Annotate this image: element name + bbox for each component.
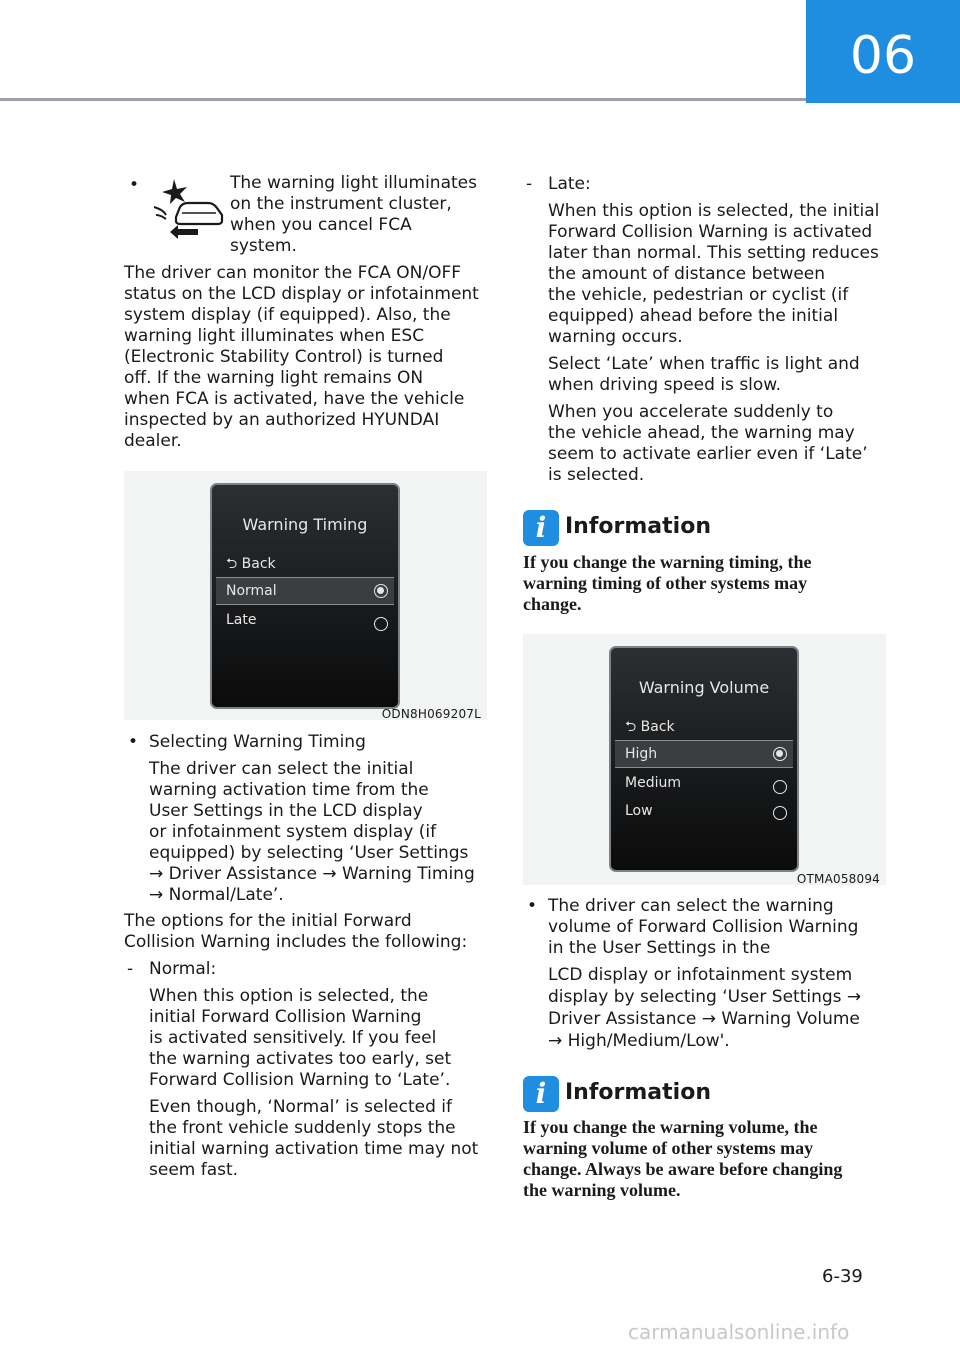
option-low[interactable]: Low [615,798,793,826]
info-icon: i [523,1076,559,1112]
back-arrow-icon: ⮌ [625,719,637,735]
watermark: carmanualsonline.info [628,1320,850,1344]
options-intro: The options for the initial Forward Collision Warning includes the following: [124,911,468,952]
back-button[interactable]: ⮌ Back [226,556,276,572]
normal-text-2: Even though, ‘Normal’ is selected if the front vehicle suddenly stops the initial warning activation time may not seem fast. [149,1097,479,1180]
warning-timing-screen [210,483,400,709]
warning-volume-screen [609,646,799,872]
info-body-1: If you change the warning timing, the warning timing of other systems may change. [523,552,812,614]
back-button[interactable]: ⮌ Back [625,719,675,735]
page-number: 6-39 [822,1266,863,1287]
option-late[interactable]: Late [216,607,394,635]
back-arrow-icon: ⮌ [226,556,238,572]
fca-warning-icon [152,177,224,239]
bullet-dot: • [527,896,538,916]
info-heading-2: i Information [523,1076,883,1110]
option-medium[interactable]: Medium [615,770,793,798]
bullet-dot: • [128,732,139,752]
normal-text-1: When this option is selected, the initial Forward Collision Warning is activated sensitively. If you feel the warning activates too early, set Forward Collision Warning to ‘Late’. [149,986,452,1090]
bullet-body: The driver can select the initial warning activation time from the User Settings in the LCD display or infotainment system display (if equipped) by selecting ‘User Settings → Driver Assistance → Warning Timing → Normal/Late’. [149,759,475,905]
late-text-2: Select ‘Late’ when traffic is light and when driving speed is slow. [548,354,860,395]
radio-unselected-icon [773,780,787,794]
warning-light-item [124,173,488,257]
fca-status-paragraph: The driver can monitor the FCA ON/OFF status on the LCD display or infotainment system display (if equipped). Also, the warning light illuminates when ESC (Electronic Stability Control) is turned off. If the warning light remains ON when FCA is activated, have the vehicle inspected by an authorized HYUNDAI dealer. [124,263,479,451]
late-text-3: When you accelerate suddenly to the vehicle ahead, the warning may seem to activate earlier even if ‘Late’ is selected. [548,402,868,485]
warning-light-text: The warning light illuminates on the instrument cluster, when you cancel FCA system. [230,173,477,256]
info-icon: i [523,510,559,546]
dash-normal: - Normal: [127,959,217,979]
bullet-heading: Selecting Warning Timing [149,732,366,752]
figure-warning-volume [523,634,886,885]
bullet-dot: • [129,175,140,195]
figure-caption: OTMA058094 [796,872,880,886]
chapter-tab: 06 [806,0,960,103]
header-rule [0,98,806,101]
info-body-2: If you change the warning volume, the warning volume of other systems may change. Always be aware before changing the warning volume. [523,1117,843,1200]
info-heading-1: i Information [523,510,883,544]
bullet-volume-body: LCD display or infotainment system display by selecting ‘User Settings → Driver Assistance → Warning Volume → High/Medium/Low'. [548,965,862,1051]
option-normal[interactable]: Normal [216,577,394,605]
late-text-1: When this option is selected, the initial Forward Collision Warning is activated later than normal. This setting reduces the amount of distance between the vehicle, pedestrian or cyclist (if equipped) ahead before the initial warning occurs. [548,201,880,347]
screen-title: Warning Volume [638,678,770,697]
radio-unselected-icon [374,617,388,631]
figure-caption: ODN8H069207L [381,707,481,721]
figure-warning-timing [124,471,487,720]
dash-late: - Late: [526,174,591,194]
radio-selected-icon [773,747,787,761]
radio-unselected-icon [773,806,787,820]
screen-title: Warning Timing [242,515,368,534]
radio-selected-icon [374,584,388,598]
option-high[interactable]: High [615,740,793,768]
